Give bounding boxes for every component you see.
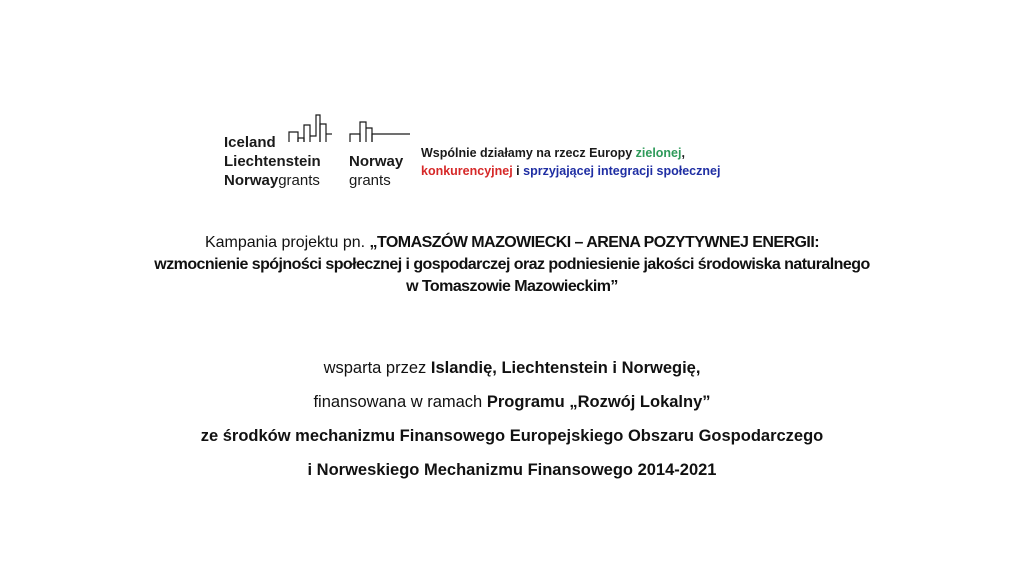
slogan-line-2 [421, 162, 821, 180]
slogan-word-green: zielonej [635, 146, 682, 160]
funding-line-2-normal: finansowana w ramach [313, 393, 487, 411]
funding-line-1-normal: wsparta przez [323, 359, 431, 377]
campaign-title-line-3: w Tomaszowie Mazowieckim” [406, 278, 618, 295]
skyline-logo-mark [286, 112, 412, 142]
logo-text-grants-left: grants [278, 172, 320, 189]
campaign-title-line-1 [0, 232, 1024, 254]
funding-line-2-bold: Programu „Rozwój Lokalny” [486, 393, 711, 411]
campaign-title-line-2: wzmocnienie spójności społecznej i gospodarczej oraz podniesienie jakości środowiska naturalnego [154, 256, 870, 273]
funding-line-1-bold: Islandię, Liechtenstein i Norwegię, [430, 359, 701, 377]
funding-line-3: ze środków mechanizmu Finansowego Europejskiego Obszaru Gospodarczego [200, 427, 824, 445]
funding-line-4: i Norweskiego Mechanizmu Finansowego 2014-2021 [307, 461, 717, 479]
eea-norway-grants-logo [222, 112, 417, 192]
campaign-title [0, 232, 1024, 298]
campaign-prefix: Kampania projektu pn. [204, 234, 370, 251]
logo-text-grants-right: grants [349, 172, 391, 189]
slogan-connector: i [512, 164, 524, 178]
campaign-title-main: „TOMASZÓW MAZOWIECKI – ARENA POZYTYWNEJ ENERGII: [369, 234, 819, 251]
funding-statement [0, 351, 1024, 487]
funding-line-2 [0, 385, 1024, 419]
logo-text-liechtenstein: Liechtenstein [224, 153, 321, 170]
logo-text-iceland: Iceland [224, 134, 276, 151]
logo-text-norway-left: Norway [224, 172, 279, 189]
slogan-comma: , [681, 146, 685, 160]
logo-text-norway-right: Norway [349, 153, 404, 170]
slogan-line-1 [421, 144, 821, 162]
funding-line-1 [0, 351, 1024, 385]
slogan-word-red: konkurencyjnej [421, 164, 513, 178]
slogan-words-blue: sprzyjającej integracji społecznej [523, 164, 721, 178]
logo-text-norway-grants-left [224, 172, 320, 189]
slogan [421, 144, 821, 180]
slogan-text-start: Wspólnie działamy na rzecz Europy [421, 146, 636, 160]
